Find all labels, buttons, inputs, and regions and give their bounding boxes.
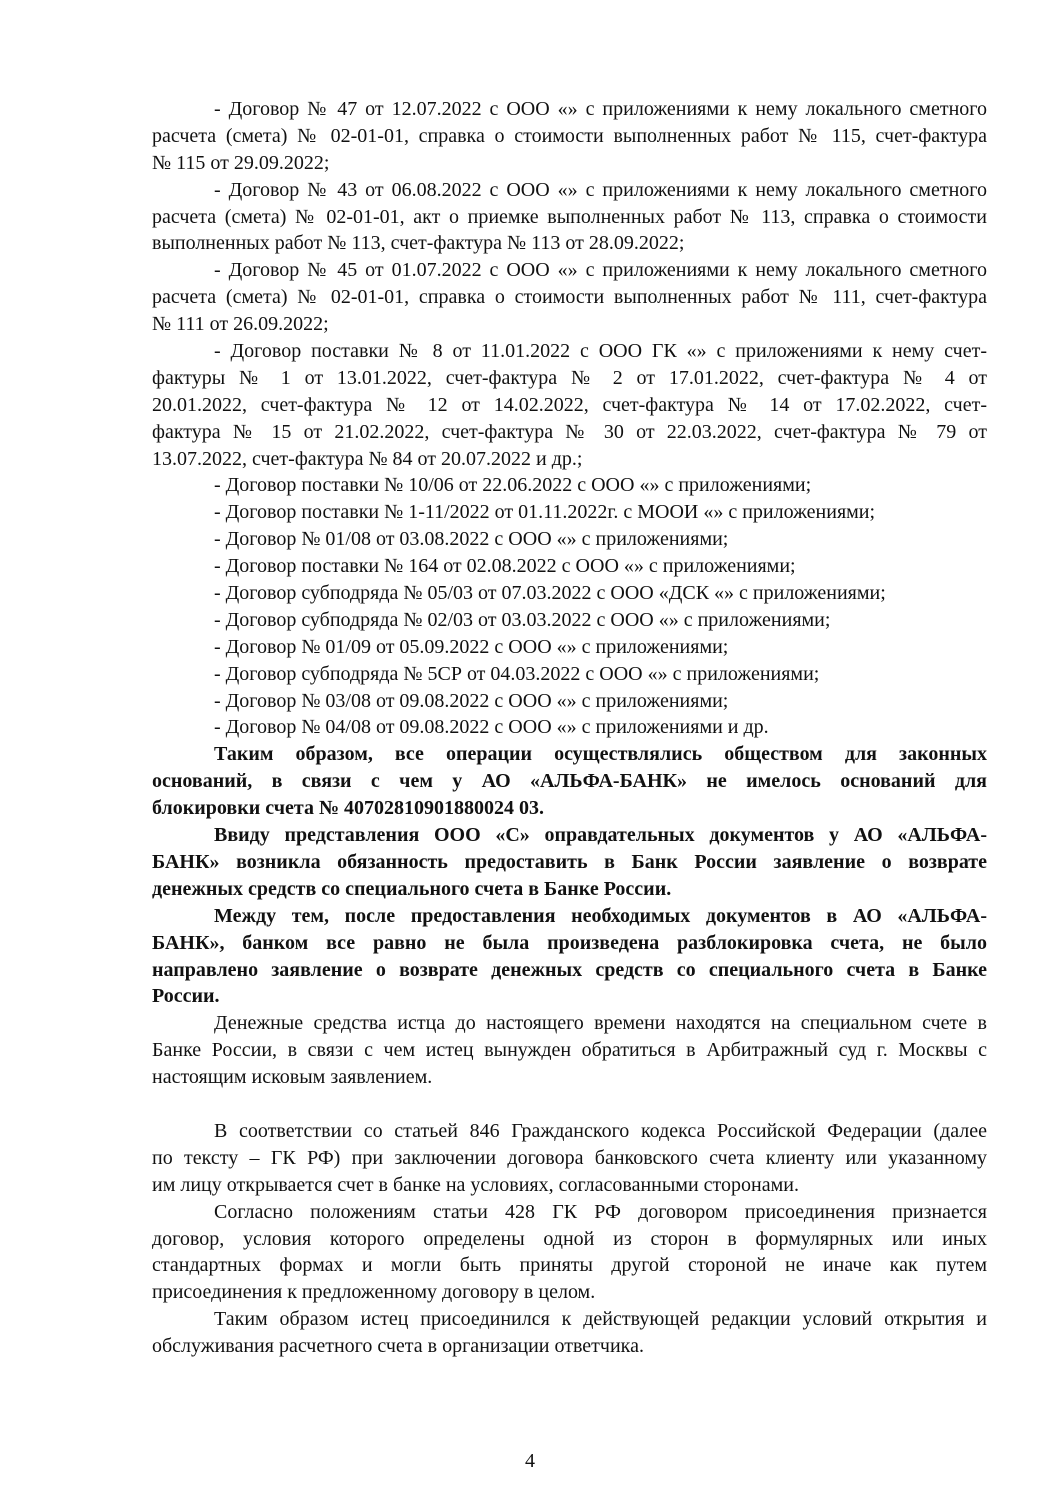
text-line: - Договор № 47 от 12.07.2022 с ООО «» с приложениями к нему локального сметного [214, 98, 987, 120]
paragraph [152, 1118, 987, 1199]
paragraph [152, 822, 987, 903]
text-line: выполненных работ № 113, счет-фактура № 113 от 28.09.2022; [152, 232, 685, 255]
text-line: - Договор № 04/08 от 09.08.2022 с ООО «» с приложениями и др. [214, 716, 769, 739]
paragraph [152, 580, 987, 607]
text-line: договор, условия которого определены одной из сторон в формулярных или иных [152, 1227, 987, 1250]
paragraph [152, 1010, 987, 1091]
text-line: - Договор № 03/08 от 09.08.2022 с ООО «» с приложениями; [214, 689, 729, 712]
text-line: - Договор субподряда № 5СР от 04.03.2022 с ООО «» с приложениями; [214, 662, 820, 685]
text-line: Таким образом истец присоединился к действующей редакции условий открытия и [214, 1308, 987, 1331]
text-line: - Договор № 45 от 01.07.2022 с ООО «» с приложениями к нему локального сметного [214, 259, 987, 282]
page-number: 4 [525, 1450, 535, 1472]
paragraph [152, 714, 987, 741]
text-line: В соответствии со статьей 846 Гражданского кодекса Российской Федерации (далее [214, 1119, 987, 1142]
text-line: расчета (смета) № 02-01-01, акт о приемке выполненных работ № 113, справка о стоимости [152, 205, 987, 228]
text-line: - Договор № 01/08 от 03.08.2022 с ООО «» с приложениями; [214, 528, 729, 551]
text-line: Ввиду представления ООО «С» оправдательных документов у АО «АЛЬФА- [214, 824, 987, 847]
paragraph [152, 553, 987, 580]
text-line: настоящим исковым заявлением. [152, 1066, 433, 1089]
text-line: - Договор поставки № 1-11/2022 от 01.11.2022г. с МООИ «» с приложениями; [214, 501, 876, 524]
text-line: - Договор поставки № 8 от 11.01.2022 с ООО ГК «» с приложениями к нему счет- [214, 340, 987, 363]
text-line: блокировки счета № 40702810901880024 03. [152, 797, 545, 820]
text-line: России. [152, 985, 220, 1008]
text-line: денежных средств со специального счета в Банке России. [152, 877, 672, 900]
text-line: фактуры № 1 от 13.01.2022, счет-фактура № 2 от 17.01.2022, счет-фактура № 4 от [152, 366, 987, 389]
paragraph [152, 499, 987, 526]
text-line: БАНК» возникла обязанность предоставить в Банк России заявление о возврате [152, 850, 987, 873]
text-line: - Договор поставки № 164 от 02.08.2022 с ООО «» с приложениями; [214, 555, 796, 578]
text-line: 13.07.2022, счет-фактура № 84 от 20.07.2022 и др.; [152, 447, 583, 470]
paragraph [152, 257, 987, 338]
paragraph [152, 903, 987, 1011]
paragraph [152, 607, 987, 634]
text-line: им лицу открывается счет в банке на условиях, согласованными сторонами. [152, 1173, 799, 1196]
text-line: Банке России, в связи с чем истец вынужден обратиться в Арбитражный суд г. Москвы с [152, 1039, 987, 1062]
paragraph [152, 472, 987, 499]
paragraph [152, 526, 987, 553]
text-line: - Договор поставки № 10/06 от 22.06.2022 с ООО «» с приложениями; [214, 474, 812, 497]
text-line: присоединения к предложенному договору в целом. [152, 1281, 596, 1304]
paragraph [152, 661, 987, 688]
paragraph [152, 741, 987, 822]
paragraph [152, 1199, 987, 1307]
text-line: Денежные средства истца до настоящего времени находятся на специальном счете в [214, 1012, 987, 1035]
text-line: фактура № 15 от 21.02.2022, счет-фактура № 30 от 22.03.2022, счет-фактура № 79 от [152, 420, 987, 443]
document-body [152, 96, 987, 1360]
text-line: Таким образом, все операции осуществлялись обществом для законных [214, 743, 987, 766]
text-line: Между тем, после предоставления необходимых документов в АО «АЛЬФА- [214, 904, 987, 927]
text-line: - Договор субподряда № 05/03 от 07.03.2022 с ООО «ДСК «» с приложениями; [214, 582, 886, 605]
paragraph [152, 1306, 987, 1360]
text-line: - Договор № 01/09 от 05.09.2022 с ООО «» с приложениями; [214, 635, 729, 658]
text-line: обслуживания расчетного счета в организации ответчика. [152, 1335, 644, 1358]
text-line: БАНК», банком все равно не была произведена разблокировка счета, не было [152, 931, 987, 954]
text-line: - Договор субподряда № 02/03 от 03.03.2022 с ООО «» с приложениями; [214, 608, 831, 631]
text-line: расчета (смета) № 02-01-01, справка о стоимости выполненных работ № 115, счет-фактура [152, 124, 987, 147]
text-line: стандартных формах и могли быть приняты другой стороной не иначе как путем [152, 1254, 987, 1277]
paragraph [152, 634, 987, 661]
text-line: Согласно положениям статьи 428 ГК РФ договором присоединения признается [214, 1200, 987, 1223]
text-line: направлено заявление о возврате денежных средств со специального счета в Банке [152, 958, 987, 981]
paragraph [152, 177, 987, 258]
text-line: № 111 от 26.09.2022; [152, 313, 329, 336]
paragraph [152, 96, 987, 177]
text-line: № 115 от 29.09.2022; [152, 151, 330, 174]
text-line: 20.01.2022, счет-фактура № 12 от 14.02.2022, счет-фактура № 14 от 17.02.2022, счет- [152, 393, 987, 416]
text-line: - Договор № 43 от 06.08.2022 с ООО «» с приложениями к нему локального сметного [214, 178, 987, 201]
text-line: оснований, в связи с чем у АО «АЛЬФА-БАНК» не имелось оснований для [152, 770, 987, 793]
text-line: по тексту – ГК РФ) при заключении договора банковского счета клиенту или указанному [152, 1146, 987, 1169]
text-line: расчета (смета) № 02-01-01, справка о стоимости выполненных работ № 111, счет-фактура [152, 286, 987, 309]
paragraph [152, 688, 987, 715]
paragraph [152, 338, 987, 472]
